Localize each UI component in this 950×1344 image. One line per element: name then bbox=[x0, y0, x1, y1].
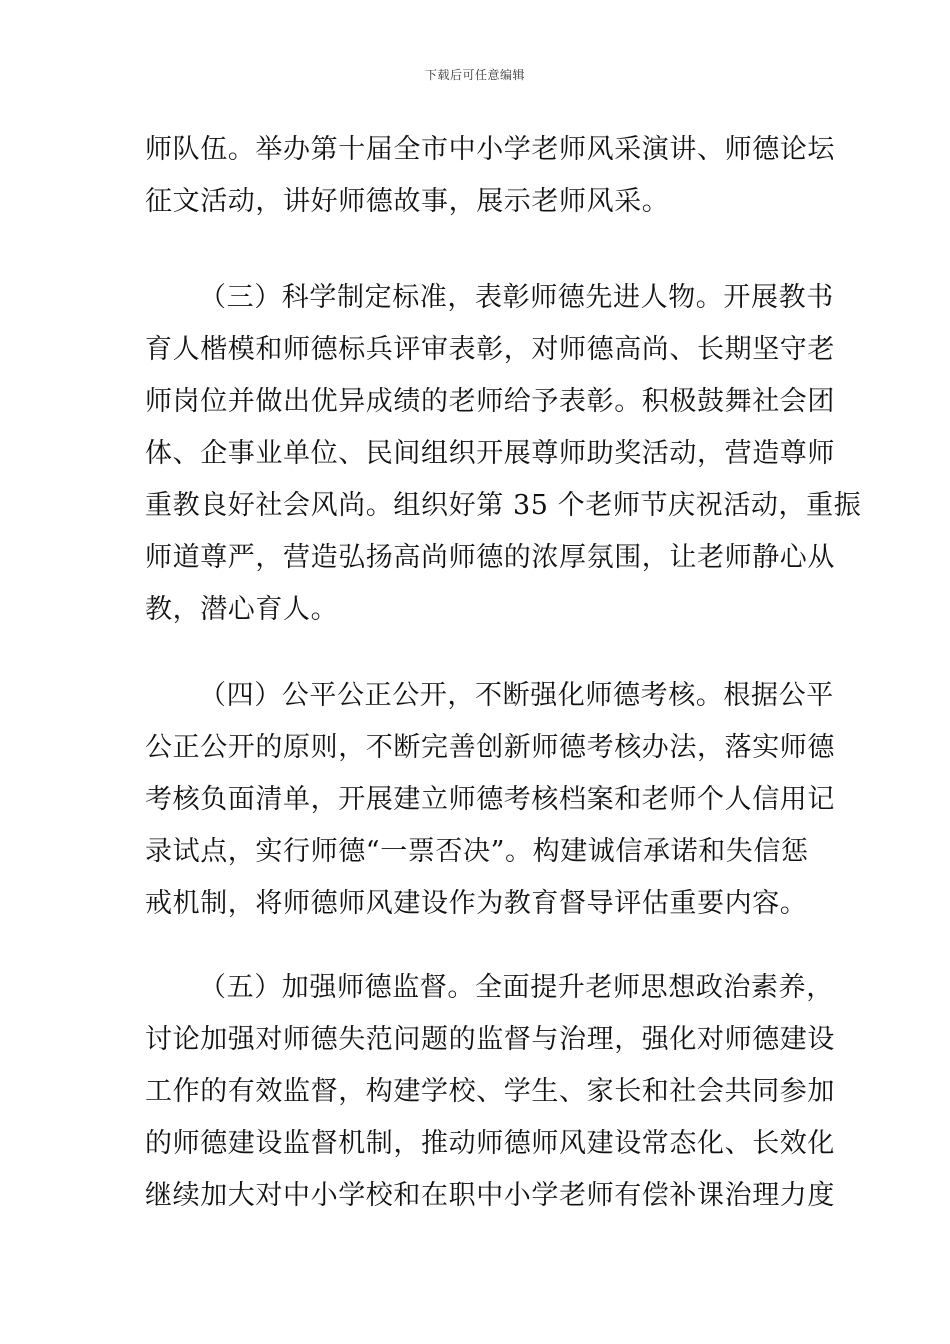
paragraph-line: 的师德建设监督机制，推动师德师风建设常态化、长效化 bbox=[145, 1128, 835, 1159]
paragraph-line: 戒机制，将师德师风建设作为教育督导评估重要内容。 bbox=[145, 888, 808, 919]
paragraph-line: 育人楷模和师德标兵评审表彰，对师德高尚、长期坚守老 bbox=[145, 334, 835, 365]
paragraph-line: 录试点，实行师德“一票否决”。构建诚信承诺和失信惩 bbox=[145, 836, 809, 867]
paragraph-section-5 bbox=[145, 962, 835, 1222]
paragraph-line: 师岗位并做出优异成绩的老师给予表彰。积极鼓舞社会团 bbox=[145, 386, 835, 417]
paragraph-line: 继续加大对中小学校和在职中小学老师有偿补课治理力度 bbox=[145, 1180, 835, 1211]
paragraph-line: （五）加强师德监督。全面提升老师思想政治素养， bbox=[199, 972, 834, 1003]
paragraph-line: 体、企事业单位、民间组织开展尊师助奖活动，营造尊师 bbox=[145, 438, 835, 469]
paragraph-line: 考核负面清单，开展建立师德考核档案和老师个人信用记 bbox=[145, 784, 835, 815]
paragraph-section-4 bbox=[145, 670, 835, 930]
paragraph-line: 工作的有效监督，构建学校、学生、家长和社会共同参加 bbox=[145, 1076, 835, 1107]
paragraph-line: 公正公开的原则，不断完善创新师德考核办法，落实师德 bbox=[145, 732, 835, 763]
paragraph-line: （三）科学制定标准，表彰师德先进人物。开展教书 bbox=[199, 282, 834, 313]
paragraph-line: （四）公平公正公开，不断强化师德考核。根据公平 bbox=[199, 680, 834, 711]
paragraph-line: 教，潜心育人。 bbox=[145, 594, 339, 625]
paragraph-section-3 bbox=[145, 272, 862, 636]
paragraph-line: 师队伍。举办第十届全市中小学老师风采演讲、师德论坛 bbox=[145, 134, 835, 165]
paragraph-continuation bbox=[145, 124, 835, 228]
page-header: 下载后可任意编辑 bbox=[424, 68, 525, 82]
paragraph-line: 重教良好社会风尚。组织好第 35 个老师节庆祝活动，重振 bbox=[145, 490, 862, 521]
paragraph-line: 征文活动，讲好师德故事，展示老师风采。 bbox=[145, 186, 670, 217]
paragraph-line: 讨论加强对师德失范问题的监督与治理，强化对师德建设 bbox=[145, 1024, 835, 1055]
paragraph-line: 师道尊严，营造弘扬高尚师德的浓厚氛围，让老师静心从 bbox=[145, 542, 835, 573]
